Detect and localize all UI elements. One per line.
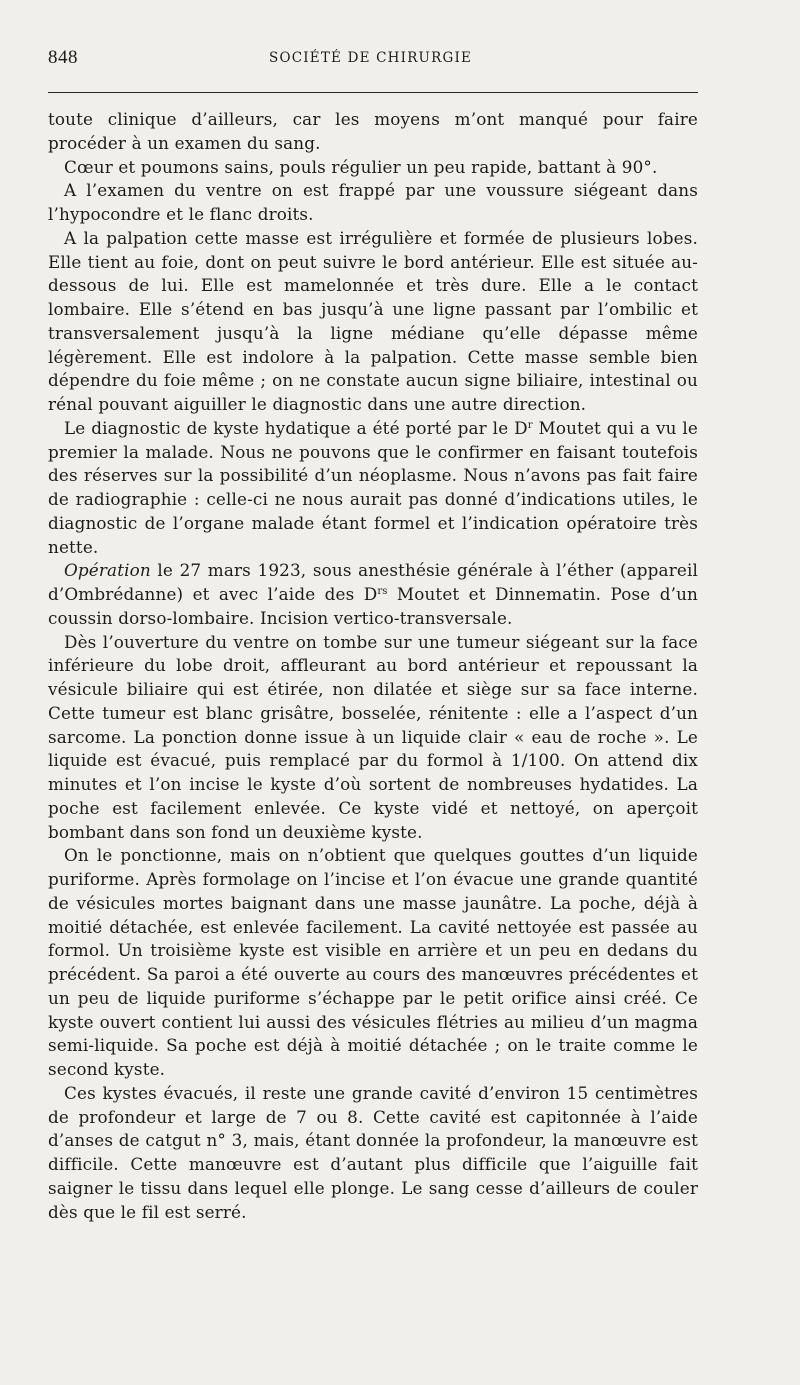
paragraph-text: le 27 mars 1923, sous anesthésie générale à l’éther (appareil d’Ombrédanne) et avec l’aide des D bbox=[48, 560, 698, 604]
paragraph: Dès l’ouverture du ventre on tombe sur une tumeur siégeant sur la face inférieure du lobe droit, affleurant au bord antérieur et repoussant la vésicule biliaire qui est étirée, non dilatée et siège sur sa face interne. Cette tumeur est blanc grisâtre, bosselée, rénitente : elle a l’aspect d’un sarcome. La ponction donne issue à un liquide clair « eau de roche ». Le liquide est évacué, puis remplacé par du formol à 1/100. On attend dix minutes et l’on incise le kyste d’où sortent de nombreuses hydatides. La poche est facilement enlevée. Ce kyste vidé et nettoyé, on aperçoit bombant dans son fond un deuxième kyste. bbox=[48, 631, 698, 842]
paragraph bbox=[48, 417, 698, 560]
paragraph: A l’examen du ventre on est frappé par une voussure siégeant dans l’hypocondre et le flanc droits. bbox=[48, 180, 698, 224]
superscript: r bbox=[527, 419, 533, 431]
paragraph bbox=[48, 559, 698, 630]
page-header bbox=[48, 47, 698, 71]
paragraph: toute clinique d’ailleurs, car les moyens m’ont manqué pour faire procéder à un examen du sang. bbox=[48, 109, 698, 153]
paragraph: Cœur et poumons sains, pouls régulier un peu rapide, battant à 90°. bbox=[64, 156, 658, 177]
header-rule bbox=[48, 92, 698, 93]
paragraph-text: Moutet et Dinnematin. Pose d’un coussin dorso-lombaire. Incision vertico-transversale. bbox=[48, 584, 698, 628]
paragraph: Ces kystes évacués, il reste une grande cavité d’environ 15 centimètres de profondeur et large de 7 ou 8. Cette cavité est capitonnée à l’aide d’anses de catgut n° 3, mais, étant donnée la profondeur, la manœuvre est difficile. Cette manœuvre est d’autant plus difficile que l’aiguille fait saigner le tissu dans lequel elle plonge. Le sang cesse d’ailleurs de couler dès que le fil est serré. bbox=[48, 1082, 698, 1222]
paragraph-text: Le diagnostic de kyste hydatique a été porté par le D bbox=[64, 417, 528, 438]
body-text bbox=[48, 108, 698, 1224]
paragraph: A la palpation cette masse est irrégulière et formée de plusieurs lobes. Elle tient au foie, dont on peut suivre le bord antérieur. Elle est située au-dessous de lui. Elle est mamelonnée et très dure. Elle a le contact lombaire. Elle s’étend en bas jusqu’à une ligne passant par l’ombilic et transversalement jusqu’à la ligne médiane qu’elle dépasse même légèrement. Elle est indolore à la palpation. Cette masse semble bien dépendre du foie même ; on ne constate aucun signe biliaire, intestinal ou rénal pouvant aiguiller le diagnostic dans une autre direction. bbox=[48, 227, 698, 414]
page-number: 848 bbox=[48, 47, 78, 68]
italic-lead: Opération bbox=[64, 560, 151, 581]
superscript: rs bbox=[377, 586, 388, 597]
running-head: SOCIÉTÉ DE CHIRURGIE bbox=[269, 50, 473, 66]
paragraph: On le ponctionne, mais on n’obtient que quelques gouttes d’un liquide puriforme. Après formolage on l’incise et l’on évacue une grande quantité de vésicules mortes baignant dans une masse jaunâtre. La poche, déjà à moitié détachée, est enlevée facilement. La cavité nettoyée est passée au formol. Un troisième kyste est visible en arrière et un peu en dedans du précédent. Sa paroi a été ouverte au cours des manœuvres précédentes et un peu de liquide puriforme s’échappe par le petit orifice ainsi créé. Ce kyste ouvert contient lui aussi des vésicules flétries au milieu d’un magma semi-liquide. Sa poche est déjà à moitié détachée ; on le traite comme le second kyste. bbox=[48, 845, 698, 1079]
paragraph-text: Moutet qui a vu le premier la malade. Nous ne pouvons que le confirmer en faisant toutefois des réserves sur la possibilité d’un néoplasme. Nous n’avons pas fait faire de radiographie : celle-ci ne nous aurait pas donné d’indications utiles, le diagnostic de l’organe malade étant formel et l’indication opératoire très nette. bbox=[48, 417, 698, 557]
